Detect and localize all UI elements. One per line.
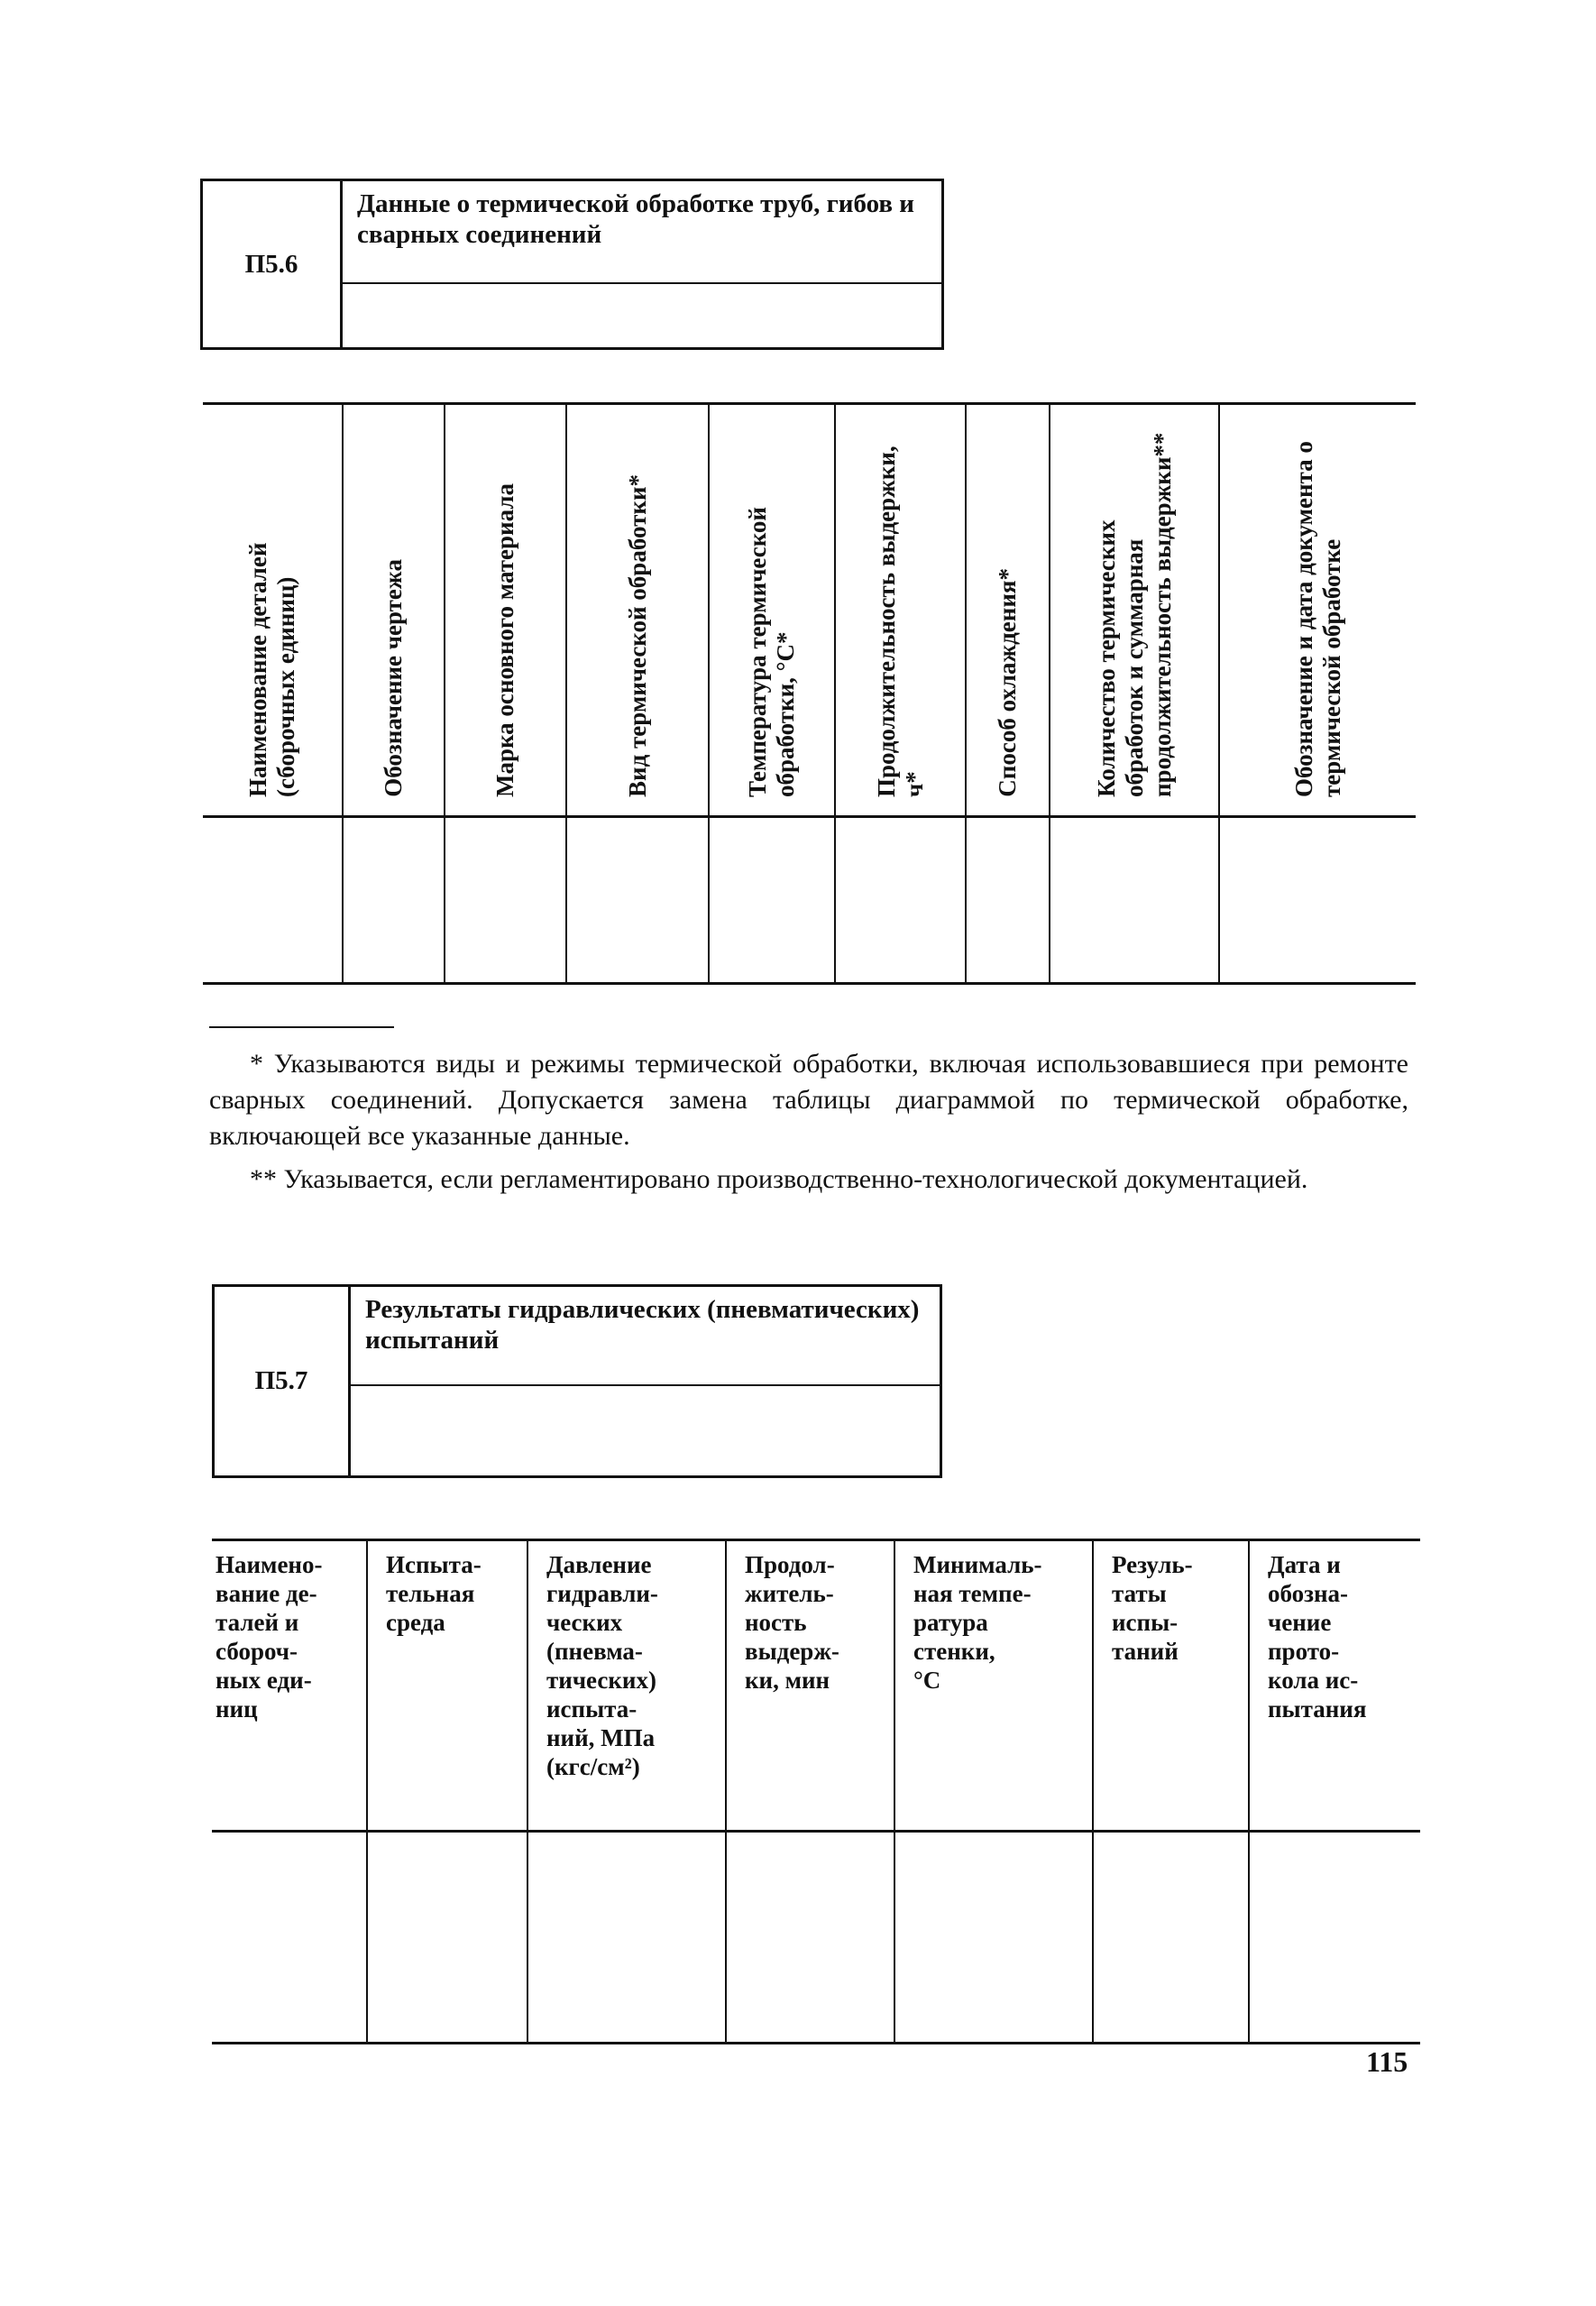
table-cell <box>1093 1832 1249 2044</box>
column-header: Обозначение и дата документа о термической обработке <box>1219 404 1416 817</box>
section-blank-field <box>343 284 941 347</box>
column-header: Испыта- тельная среда <box>367 1540 527 1832</box>
table-cell <box>203 817 343 984</box>
section-header-p5-7 <box>212 1284 942 1478</box>
column-header: Наименование деталей (сборочных единиц) <box>203 404 343 817</box>
table-cell <box>1050 817 1219 984</box>
table-cell <box>445 817 566 984</box>
column-header: Резуль- таты испы- таний <box>1093 1540 1249 1832</box>
table-cell <box>566 817 709 984</box>
section-code: П5.7 <box>215 1287 351 1475</box>
table-cell <box>1219 817 1416 984</box>
table-cell <box>709 817 835 984</box>
table-cell <box>527 1832 726 2044</box>
hydraulic-tests-table <box>212 1539 1420 2044</box>
column-header: Наимено- вание де- талей и сбороч- ных еди- ниц <box>212 1540 367 1832</box>
table-cell <box>966 817 1050 984</box>
column-header: Температура термической обработки, °С* <box>709 404 835 817</box>
table-cell <box>367 1832 527 2044</box>
table-cell <box>726 1832 894 2044</box>
column-header: Обозначение чертежа <box>343 404 445 817</box>
section-header-p5-6 <box>200 179 944 350</box>
column-header: Давление гидравли- ческих (пневма- тических) испыта- ний, МПа (кгс/см²) <box>527 1540 726 1832</box>
page-number: 115 <box>1366 2045 1408 2078</box>
heat-treatment-table <box>203 402 1416 985</box>
section-title: Результаты гидравлических (пневматических) испытаний <box>351 1287 940 1386</box>
column-header: Вид термической обработки* <box>566 404 709 817</box>
column-header: Минималь- ная темпе- ратура стенки, °С <box>894 1540 1093 1832</box>
column-header: Дата и обозна- чение прото- кола ис- пытания <box>1249 1540 1420 1832</box>
column-header: Продолжительность выдержки, ч* <box>835 404 966 817</box>
column-header: Количество термических обработок и суммарная продолжительность выдержки** <box>1050 404 1219 817</box>
footnote-2: ** Указывается, если регламентировано производственно-технологической документацией. <box>250 1164 1308 1194</box>
table-cell <box>343 817 445 984</box>
section-title: Данные о термической обработке труб, гибов и сварных соединений <box>343 181 941 284</box>
table-cell <box>894 1832 1093 2044</box>
footnote-1: * Указываются виды и режимы термической обработки, включая использовавшиеся при ремонте сварных соединений. Допускается замена таблицы диаграммой по термической обработке, включающей все указанные данные. <box>209 1049 1408 1151</box>
table-cell <box>835 817 966 984</box>
table-row <box>203 817 1416 984</box>
section-code: П5.6 <box>203 181 343 347</box>
section-blank-field <box>351 1386 940 1475</box>
table-cell <box>212 1832 367 2044</box>
footnote-divider <box>209 1026 394 1028</box>
table-row <box>212 1832 1420 2044</box>
column-header: Способ охлаждения* <box>966 404 1050 817</box>
column-header: Продол- житель- ность выдерж- ки, мин <box>726 1540 894 1832</box>
column-header: Марка основного материала <box>445 404 566 817</box>
table-cell <box>1249 1832 1420 2044</box>
